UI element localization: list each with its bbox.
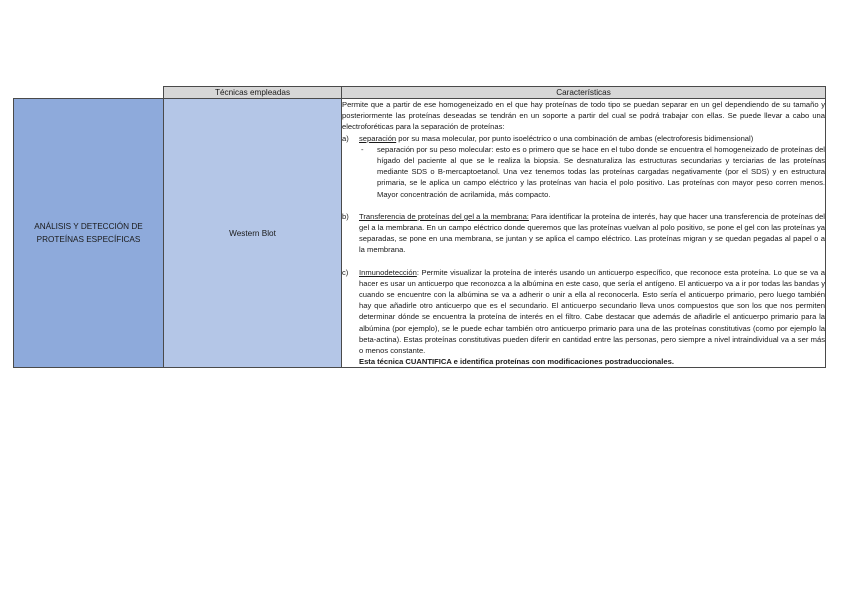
header-row <box>14 87 826 99</box>
technique-cell <box>164 99 342 368</box>
item-a-text: por su masa molecular, por punto isoeléctrico o una combinación de ambas (electroforesis bidimensional) <box>396 133 754 143</box>
sub-item-text: separación por su peso molecular: esto es o primero que se hace en el tubo donde se encuentra el homogeneizado de proteínas del hígado del paciente al que se le realiza la biopsia. Se desnaturaliza las estructuras secundarias y terciarias de las proteínas mediante SDS o B-mercaptoetanol. Una vez tenemos todas las proteínas cargadas negativamente (por el SDS) y en estructura primaria, se le aplica un campo eléctrico y las proteínas van hacia el polo positivo. Las proteínas con mayor peso corren menos. Mayor concentración de acrilamida, más compacto. <box>377 144 825 199</box>
category-label: ANÁLISIS Y DETECCIÓN DE PROTEÍNAS ESPECÍFICAS <box>34 222 143 245</box>
list-item-a <box>342 133 825 200</box>
sub-item-a <box>359 144 825 200</box>
conclusion-text: Esta técnica CUANTIFICA e identifica proteínas con modificaciones postraduccionales. <box>359 357 674 367</box>
list-item-c <box>342 267 825 357</box>
header-characteristics: Características <box>342 87 826 99</box>
table-row <box>14 99 826 368</box>
item-c-marker: c) <box>342 267 349 277</box>
technique-label: Western Blot <box>229 228 276 238</box>
item-a-title: separación <box>359 133 397 143</box>
item-b-title: Transferencia de proteínas del gel a la membrana: <box>359 211 529 221</box>
list-item-b <box>342 211 825 256</box>
spacer <box>342 200 825 211</box>
item-c-text: : Permite visualizar la proteína de interés usando un anticuerpo específico, que reconoce esta proteína. Lo que se va a hacer es usar un anticuerpo que reconozca a la albúmina en este caso, que sería el antígeno. El anticuerpo va a ir por todas las bandas y cuando se encuentre con la albúmina se va a adherir o unir a ella al reconocerla. Esto sería el anticuerpo primario, pero luego también hay que añadirle otro anticuerpo que es el secundario. El anticuerpo secundario lleva unos compuestos que son los que nos permiten determinar dónde se encuentra la proteína de interés en el filtro. Cabe destacar que además de añadirle el anticuerpo primario para la albúmina (por ejemplo), se le puede echar también otro anticuerpo primario para una de las proteínas constitutivas (como por ejemplo la beta-actina). Estas proteínas constitutivas pueden diferir en cantidad entre las personas, pero siempre a nivel intraindividual va a ser más o menos constante. <box>359 267 825 356</box>
item-a-marker: a) <box>342 133 349 143</box>
item-b-text: Para identificar la proteína de interés, hay que hacer una transferencia de proteínas del gel a la membrana. En un campo eléctrico donde queremos que las proteínas vuelvan al polo positivo, se pone el gel con las proteínas ya separadas, se pone en una membrana, se juntan y se aplica el campo eléctrico. Las proteínas migran y se quedan pegadas al papel o a la membrana. <box>359 211 825 255</box>
item-b-marker: b) <box>342 211 349 221</box>
category-cell <box>14 99 164 368</box>
spacer <box>342 256 825 267</box>
item-c-title: Inmunodetección <box>359 267 417 277</box>
description-cell <box>342 99 826 368</box>
header-blank-cell <box>14 87 164 99</box>
sub-item-dash: - <box>361 144 364 154</box>
header-techniques: Técnicas empleadas <box>164 87 342 99</box>
intro-paragraph: Permite que a partir de ese homogeneizado en el que hay proteínas de todo tipo se puedan separar en un gel dependiendo de su tamaño y posteriormente las proteínas deseadas se tendrán en un soporte a partir del cual se podrá trabajar con ellas. Se puede llevar a cabo una electroforéticas para la separación de proteínas: <box>342 100 825 132</box>
techniques-table <box>13 86 826 368</box>
